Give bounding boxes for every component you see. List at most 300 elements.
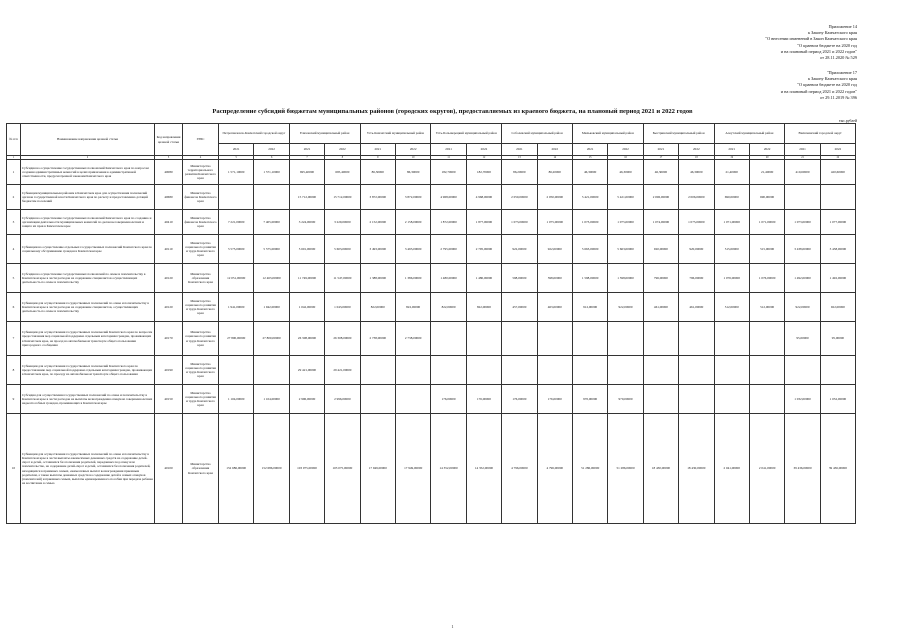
value-cell: 51 286,00000: [572, 414, 607, 524]
district-header-cell: Алеутский муниципальный район: [714, 124, 785, 144]
row-grbs-cell: Министерство образования Камчатского края: [183, 264, 219, 293]
value-cell: [219, 356, 254, 385]
column-index-cell: 18: [679, 156, 714, 160]
value-cell: [643, 356, 678, 385]
value-cell: 14 352,00000: [431, 414, 466, 524]
value-cell: 461,00000: [643, 293, 678, 322]
value-cell: [785, 356, 820, 385]
year-header-cell: 2022: [395, 144, 430, 156]
year-header-cell: 2022: [466, 144, 501, 156]
value-cell: [572, 322, 607, 356]
value-cell: [785, 185, 820, 210]
value-cell: 912,00000: [572, 293, 607, 322]
value-cell: 176,00000: [431, 385, 466, 414]
value-cell: 2 738,00000: [395, 322, 430, 356]
column-index-cell: 16: [608, 156, 643, 160]
value-cell: 1 043,00000: [325, 293, 360, 322]
year-header-cell: 2021: [219, 144, 254, 156]
value-cell: [608, 322, 643, 356]
value-cell: [679, 385, 714, 414]
year-header-cell: 2022: [749, 144, 784, 156]
document-title: Распределение субсидий бюджетам муниципальных районов (городских округов), предоставляемых из краевого бюджета, на плановый период 2021 и 2022 годов: [212, 108, 693, 115]
value-cell: 1 598,00000: [608, 264, 643, 293]
value-cell: 1 076,00000: [749, 264, 784, 293]
value-cell: 515,00000: [749, 235, 784, 264]
row-number-cell: 1: [7, 160, 21, 185]
value-cell: [254, 356, 289, 385]
district-header-cell: Усть-Камчатский муниципальный район: [360, 124, 431, 144]
value-cell: 1 386,00000: [395, 264, 430, 293]
appendix-main-line: Приложение 14: [828, 24, 857, 29]
value-cell: 3 229,00000: [325, 210, 360, 235]
value-cell: [537, 322, 572, 356]
value-cell: 46,30000: [608, 160, 643, 185]
table-row: [7, 293, 856, 322]
value-cell: 1 032,00000: [820, 385, 855, 414]
district-header-cell: Соболевский муниципальный район: [502, 124, 573, 144]
value-cell: 420,60000: [820, 160, 855, 185]
value-cell: 4 968,00000: [466, 185, 501, 210]
appendix-main-line: и на плановый период 2021 и 2022 годов": [780, 48, 857, 54]
value-cell: 182,70000: [431, 160, 466, 185]
row-number-cell: 8: [7, 356, 21, 385]
value-cell: 176,00000: [537, 385, 572, 414]
value-cell: 512,00000: [749, 293, 784, 322]
value-cell: 3 224,00000: [289, 210, 324, 235]
row-grbs-cell: Министерство социального развития и труда Камчатского края: [183, 293, 219, 322]
table-header-row: [7, 124, 856, 144]
column-index-cell: 12: [466, 156, 501, 160]
value-cell: 51 286,00000: [608, 414, 643, 524]
value-cell: 39 436,00000: [820, 414, 855, 524]
value-cell: 515,00000: [714, 235, 749, 264]
value-cell: 26 308,00000: [289, 322, 324, 356]
value-cell: 15 712,00000: [325, 185, 360, 210]
column-index-cell: 15: [572, 156, 607, 160]
value-cell: 922,00000: [785, 293, 820, 322]
table-header-cell: Код направления целевой статьи: [155, 124, 183, 156]
table-header-cell: № п/п: [7, 124, 21, 156]
row-number-cell: 6: [7, 293, 21, 322]
table-row: [7, 414, 856, 524]
value-cell: [643, 322, 678, 356]
value-cell: 152 686,00000: [219, 414, 254, 524]
value-cell: 46,30000: [643, 160, 678, 185]
row-name-cell: Субсидия на осуществление государственных полномочий по опеке и попечительству в Камчатском крае в части расходов на содержание специалистов осуществляющих деятельность по опеке и попечительству: [21, 264, 155, 293]
value-cell: 1 571,10000: [219, 160, 254, 185]
column-index-cell: 8: [325, 156, 360, 160]
value-cell: 152 686,00000: [254, 414, 289, 524]
year-header-cell: 2021: [360, 144, 395, 156]
value-cell: [360, 356, 395, 385]
value-cell: 86,30000: [360, 160, 395, 185]
year-header-cell: 2021: [643, 144, 678, 156]
value-cell: 21,40000: [749, 160, 784, 185]
value-cell: 7 405,00000: [254, 210, 289, 235]
row-code-cell: 40120: [155, 293, 183, 322]
value-cell: 970,00000: [608, 385, 643, 414]
value-cell: 27 800,00000: [219, 322, 254, 356]
appendix-previous-line: "О краевом бюджете на 2020 год: [797, 82, 857, 88]
value-cell: 463,00000: [537, 293, 572, 322]
row-number-cell: 4: [7, 235, 21, 264]
row-number-cell: 7: [7, 322, 21, 356]
value-cell: 796,00000: [643, 264, 678, 293]
value-cell: 2 006,00000: [679, 185, 714, 210]
table-row: [7, 160, 856, 185]
value-cell: [608, 356, 643, 385]
value-cell: 4 968,00000: [431, 185, 466, 210]
value-cell: [466, 322, 501, 356]
appendix-previous-block: [781, 70, 857, 101]
value-cell: 95,00000: [785, 322, 820, 356]
year-header-cell: 2022: [254, 144, 289, 156]
value-cell: 1 388,00000: [360, 264, 395, 293]
year-header-cell: 2021: [502, 144, 537, 156]
row-code-cell: 40190: [155, 356, 183, 385]
column-index-cell: 22: [820, 156, 855, 160]
row-code-cell: 40150: [155, 385, 183, 414]
value-cell: 1 492,00000: [820, 264, 855, 293]
value-cell: 1 104,00000: [219, 385, 254, 414]
column-index-cell: 20: [749, 156, 784, 160]
value-cell: 5 603,00000: [325, 235, 360, 264]
table-row: [7, 185, 856, 210]
table-row: [7, 322, 856, 356]
table-header-cell: ГРБС: [183, 124, 219, 156]
column-index-cell: 13: [502, 156, 537, 160]
value-cell: [537, 356, 572, 385]
value-cell: 5 663,00000: [608, 235, 643, 264]
row-code-cell: 40680: [155, 185, 183, 210]
row-code-cell: 40410: [155, 210, 183, 235]
value-cell: 1 071,00000: [714, 210, 749, 235]
year-header-cell: 2021: [714, 144, 749, 156]
value-cell: 27 800,00000: [254, 322, 289, 356]
value-cell: [749, 356, 784, 385]
value-cell: 1 492,00000: [785, 264, 820, 293]
value-cell: [679, 322, 714, 356]
value-cell: 29 421,00000: [289, 356, 324, 385]
year-header-cell: 2021: [572, 144, 607, 156]
row-grbs-cell: Министерство финансов Камчатского края: [183, 210, 219, 235]
value-cell: 1 073,00000: [785, 210, 820, 235]
row-name-cell: Субсидия на осуществление государственных полномочий Камчатского края по созданию и организации деятельности муниципальных комиссий по делам несовершеннолетних и защите их прав в Камчатском крае: [21, 210, 155, 235]
column-index-cell: 11: [431, 156, 466, 160]
value-cell: 598,00000: [537, 264, 572, 293]
value-cell: 2 795,00000: [431, 235, 466, 264]
unit-label: тыс.рублей: [839, 119, 857, 123]
table-row: [7, 210, 856, 235]
value-cell: 695,40000: [289, 160, 324, 185]
value-cell: 1 877,00000: [466, 210, 501, 235]
value-cell: 512,00000: [714, 293, 749, 322]
value-cell: 7 221,00000: [219, 210, 254, 235]
value-cell: 17 949,00000: [395, 414, 430, 524]
column-index-cell: 9: [360, 156, 395, 160]
column-index-cell: 21: [785, 156, 820, 160]
year-header-cell: 2022: [608, 144, 643, 156]
row-name-cell: Субвенции для осуществления государственных полномочий по опеке и попечительству в Камчатском крае в части расходов на содержание специалистов, осуществляющих деятельность по опеке и попечительству: [21, 293, 155, 322]
value-cell: 922,00000: [608, 293, 643, 322]
value-cell: 86,20000: [502, 160, 537, 185]
value-cell: 922,00000: [820, 293, 855, 322]
value-cell: 29 421,00000: [325, 356, 360, 385]
value-cell: [219, 185, 254, 210]
table-row: [7, 356, 856, 385]
district-header-cell: Елизовский муниципальный район: [289, 124, 360, 144]
row-grbs-cell: Министерство территориального развития Камчатского края: [183, 160, 219, 185]
value-cell: 3 493,00000: [360, 235, 395, 264]
value-cell: 1 032,00000: [785, 385, 820, 414]
appendix-main-line: "О внесении изменений в Закон Камчатского края: [765, 36, 857, 42]
value-cell: 26 308,00000: [325, 322, 360, 356]
value-cell: 5 601,00000: [289, 235, 324, 264]
value-cell: 11 547,00000: [325, 264, 360, 293]
appendix-previous-line: и на плановый период 2021 и 2022 годов": [780, 88, 857, 94]
value-cell: [431, 356, 466, 385]
row-code-cell: 40110: [155, 235, 183, 264]
district-header-cell: Петропавловск-Камчатский городской округ: [219, 124, 290, 144]
row-number-cell: 2: [7, 185, 21, 210]
value-cell: 1 480,00000: [466, 264, 501, 293]
value-cell: [820, 356, 855, 385]
year-header-cell: 2022: [820, 144, 855, 156]
district-header-cell: Мильковский муниципальный район: [572, 124, 643, 144]
value-cell: 3 438,00000: [820, 235, 855, 264]
row-code-cell: 40100: [155, 414, 183, 524]
value-cell: 1 598,00000: [572, 264, 607, 293]
value-cell: 3 872,00000: [360, 185, 395, 210]
value-cell: 5 663,00000: [572, 235, 607, 264]
row-number-cell: 3: [7, 210, 21, 235]
row-name-cell: Субсидия для осуществления государственных полномочий по опеке и попечительству в Камчатском крае в части расходов на выплаты вознаграждения опекунам совершеннолетних недееспособных граждан, проживающих в Камчатском крае: [21, 385, 155, 414]
value-cell: 18 430,00000: [643, 414, 678, 524]
row-name-cell: Субвенции муниципальным районам в Камчатском крае для осуществления полномочий органов государственной власти Камчатского края по расчету и предоставлению дотаций бюджетам поселений: [21, 185, 155, 210]
appendix-main-block: [765, 24, 857, 61]
value-cell: 1 104,00000: [254, 385, 289, 414]
district-header-cell: Усть-Большерецкий муниципальный район: [431, 124, 502, 144]
row-code-cell: 40170: [155, 322, 183, 356]
column-index-cell: 2: [21, 156, 155, 160]
row-number-cell: 10: [7, 414, 21, 524]
value-cell: 1 075,00000: [679, 210, 714, 235]
value-cell: [714, 322, 749, 356]
table-header-cell: Наименование направления целевой статьи: [21, 124, 155, 156]
value-cell: [714, 385, 749, 414]
appendix-previous-line: от 29.11.2019 № 396: [820, 94, 857, 100]
value-cell: [572, 356, 607, 385]
value-cell: [466, 356, 501, 385]
value-cell: 176,00000: [466, 385, 501, 414]
value-cell: 17 949,00000: [360, 414, 395, 524]
value-cell: 1 480,00000: [431, 264, 466, 293]
column-index-cell: 19: [714, 156, 749, 160]
value-cell: 922,00000: [502, 235, 537, 264]
row-name-cell: Субвенции на осуществление отдельных государственных полномочий Камчатского края по социальному обслуживанию граждан в Камчатском крае: [21, 235, 155, 264]
appendix-main-line: от 28.11.2020 № 529: [820, 55, 857, 61]
value-cell: [643, 385, 678, 414]
row-name-cell: Субвенции для осуществления государственных полномочий Камчатского края по вопросам предоставления мер социальной поддержки отдельным категориям граждан, проживающих в Камчатском крае, на проезд на автомобильном транспорте общего пользования пригородного сообщения: [21, 322, 155, 356]
row-code-cell: 40120: [155, 264, 183, 293]
value-cell: 3 493,00000: [395, 235, 430, 264]
value-cell: 86,20000: [537, 160, 572, 185]
value-cell: 690,00000: [714, 185, 749, 210]
value-cell: 18 430,00000: [679, 414, 714, 524]
value-cell: 822,00000: [395, 293, 430, 322]
value-cell: 2 050,00000: [537, 185, 572, 210]
value-cell: 2 738,00000: [360, 322, 395, 356]
row-code-cell: 40080: [155, 160, 183, 185]
value-cell: 2 996,00000: [289, 385, 324, 414]
table-row: [7, 235, 856, 264]
value-cell: 690,00000: [749, 185, 784, 210]
value-cell: 1 941,00000: [219, 293, 254, 322]
value-cell: 2 152,00000: [360, 210, 395, 235]
row-grbs-cell: Министерство образования Камчатского края: [183, 414, 219, 524]
appendix-previous-line: "Приложение 17: [826, 70, 857, 75]
row-grbs-cell: Министерство социального развития и труда Камчатского края: [183, 235, 219, 264]
value-cell: 461,00000: [679, 293, 714, 322]
value-cell: 3 438,00000: [785, 235, 820, 264]
year-header-cell: 2021: [431, 144, 466, 156]
value-cell: 1 075,00000: [537, 210, 572, 235]
value-cell: 39 436,00000: [785, 414, 820, 524]
year-header-cell: 2022: [325, 144, 360, 156]
value-cell: 922,00000: [537, 235, 572, 264]
value-cell: 1 042,00000: [289, 293, 324, 322]
appendix-main-line: к Закону Камчатского края: [807, 30, 857, 36]
row-number-cell: 9: [7, 385, 21, 414]
row-grbs-cell: Министерство финансов Камчатского края: [183, 185, 219, 210]
value-cell: 2 158,00000: [395, 210, 430, 235]
row-name-cell: Субвенции для осуществления государственных полномочий по опеке и попечительству в Камчатском крае в части выплаты ежемесячных денежных средств на содержание детей-сирот и детей, оставшихся без попечения родителей, переданных под опеку или попечительство, на содержание детей-сирот и детей, оставшихся без попечения родителей, находящихся в приемных семьях, ежемесячных выплат вознаграждения приемным родителям, а также выплаты денежных средств на содержание детей в семьях опекунов (попечителей) и приемных семьях, выплаты единовременного пособия при передаче ребенка на воспитание в семью: [21, 414, 155, 524]
column-index-cell: 7: [289, 156, 324, 160]
value-cell: 2 041,00000: [714, 414, 749, 524]
value-cell: 410,60000: [785, 160, 820, 185]
value-cell: 920,00000: [679, 235, 714, 264]
row-name-cell: Субвенции для осуществления государственных полномочий Камчатского края по предоставлению мер социальной поддержки отдельным категориям граждан, проживающих в Камчатском крае, по проезду на автомобильном транспорте общего пользования: [21, 356, 155, 385]
value-cell: [749, 322, 784, 356]
value-cell: 822,00000: [466, 293, 501, 322]
year-header-cell: 2022: [537, 144, 572, 156]
value-cell: 457,00000: [502, 293, 537, 322]
value-cell: 1 076,00000: [714, 264, 749, 293]
value-cell: 176,00000: [502, 385, 537, 414]
value-cell: 14 352,00000: [466, 414, 501, 524]
value-cell: 1 073,00000: [502, 210, 537, 235]
value-cell: 5 575,00000: [254, 235, 289, 264]
value-cell: [820, 185, 855, 210]
value-cell: [395, 356, 430, 385]
year-header-cell: 2022: [679, 144, 714, 156]
value-cell: 2 996,00000: [325, 385, 360, 414]
value-cell: 920,00000: [643, 235, 678, 264]
value-cell: 46,30000: [572, 160, 607, 185]
value-cell: [254, 185, 289, 210]
value-cell: [714, 356, 749, 385]
value-cell: 1 077,00000: [820, 210, 855, 235]
column-index-cell: 3: [155, 156, 183, 160]
district-header-cell: Вилючинский городской округ: [785, 124, 856, 144]
value-cell: 2 041,00000: [749, 414, 784, 524]
row-grbs-cell: Министерство социального развития и труда Камчатского края: [183, 322, 219, 356]
value-cell: 695,40000: [325, 160, 360, 185]
value-cell: 5 575,00000: [219, 235, 254, 264]
value-cell: 1 942,00000: [254, 293, 289, 322]
value-cell: 15 712,00000: [289, 185, 324, 210]
value-cell: 103 075,00000: [325, 414, 360, 524]
value-cell: 12 463,00000: [254, 264, 289, 293]
value-cell: 2 795,00000: [466, 235, 501, 264]
appendix-main-line: "О краевом бюджете на 2020 год: [797, 42, 857, 48]
value-cell: [502, 356, 537, 385]
value-cell: 4 796,00000: [537, 414, 572, 524]
value-cell: 796,00000: [679, 264, 714, 293]
value-cell: 970,00000: [572, 385, 607, 414]
value-cell: 1 571,10000: [254, 160, 289, 185]
row-grbs-cell: Министерство социального развития и труда Камчатского края: [183, 356, 219, 385]
year-header-cell: 2021: [289, 144, 324, 156]
column-index-cell: 17: [643, 156, 678, 160]
column-index-cell: 1: [7, 156, 21, 160]
value-cell: 11 749,00000: [289, 264, 324, 293]
table-row: [7, 264, 856, 293]
value-cell: 12 051,00000: [219, 264, 254, 293]
value-cell: 598,00000: [502, 264, 537, 293]
row-name-cell: Субсидия на осуществление государственных полномочий Камчатского края по вопросам создания административных комиссий в целях привлечения к административной ответственности, предусмотренной законами Камчатского края: [21, 160, 155, 185]
value-cell: [360, 385, 395, 414]
column-index-cell: 14: [537, 156, 572, 160]
page-number: 1: [451, 624, 454, 629]
value-cell: 4 796,00000: [502, 414, 537, 524]
value-cell: 5 421,00000: [608, 185, 643, 210]
value-cell: 1 074,00000: [643, 210, 678, 235]
table-row: [7, 385, 856, 414]
value-cell: 1 075,00000: [608, 210, 643, 235]
value-cell: [749, 385, 784, 414]
column-index-cell: 4: [183, 156, 219, 160]
value-cell: 95,00000: [820, 322, 855, 356]
value-cell: 822,00000: [431, 293, 466, 322]
value-cell: 822,00000: [360, 293, 395, 322]
subsidy-table: [6, 123, 856, 524]
row-grbs-cell: Министерство социального развития и труда Камчатского края: [183, 385, 219, 414]
value-cell: 2 050,00000: [502, 185, 537, 210]
value-cell: 3 872,00000: [395, 185, 430, 210]
value-cell: 46,30000: [679, 160, 714, 185]
value-cell: 182,70000: [466, 160, 501, 185]
value-cell: 86,30000: [395, 160, 430, 185]
value-cell: 1 073,00000: [572, 210, 607, 235]
value-cell: 1 872,00000: [431, 210, 466, 235]
value-cell: 2 006,00000: [643, 185, 678, 210]
district-header-cell: Быстринский муниципальный район: [643, 124, 714, 144]
value-cell: [502, 322, 537, 356]
year-header-cell: 2021: [785, 144, 820, 156]
value-cell: 103 075,00000: [289, 414, 324, 524]
value-cell: [679, 356, 714, 385]
value-cell: 1 071,00000: [749, 210, 784, 235]
column-index-cell: 10: [395, 156, 430, 160]
column-index-cell: 5: [219, 156, 254, 160]
value-cell: [395, 385, 430, 414]
value-cell: 21,40000: [714, 160, 749, 185]
row-number-cell: 5: [7, 264, 21, 293]
column-index-cell: 6: [254, 156, 289, 160]
appendix-previous-line: к Закону Камчатского края: [807, 76, 857, 82]
value-cell: [431, 322, 466, 356]
